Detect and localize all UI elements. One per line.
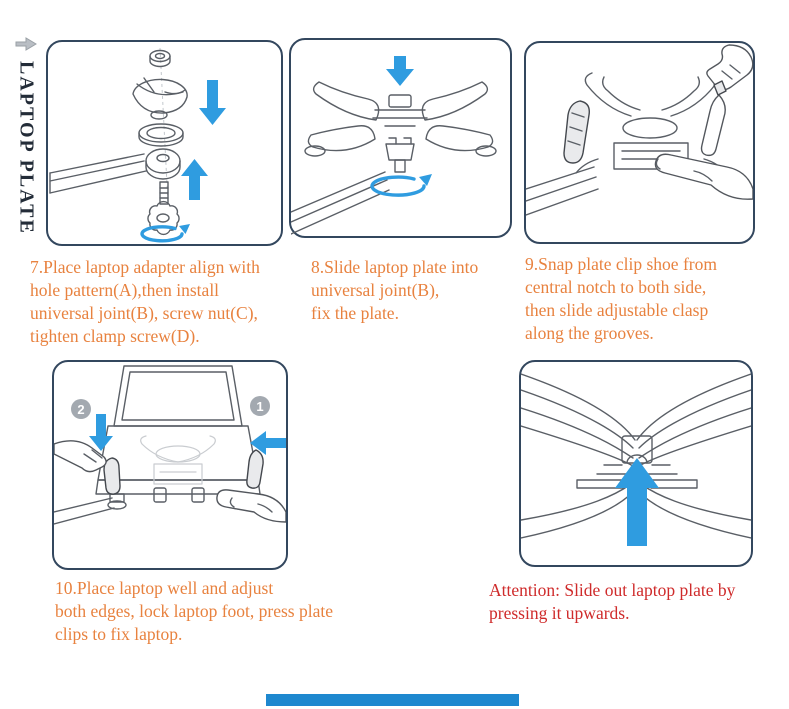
step10-line: both edges, lock laptop foot, press plate xyxy=(55,601,333,621)
badge-2 xyxy=(71,399,91,419)
step9-line: along the grooves. xyxy=(525,323,654,343)
plate-ghost xyxy=(141,436,216,484)
right-arrow-icon xyxy=(14,36,38,52)
step9-panel xyxy=(524,41,755,244)
step10-illustration xyxy=(54,362,286,568)
attention-illustration xyxy=(521,362,751,565)
washer-ring xyxy=(139,124,183,146)
step8-line: universal joint(B), xyxy=(311,280,440,300)
step8-line: fix the plate. xyxy=(311,303,399,323)
clip-lever-right xyxy=(247,450,263,488)
clip-shoe-right xyxy=(702,95,726,155)
attention-text xyxy=(489,579,789,625)
badge-1 xyxy=(250,396,270,416)
step9-line: central notch to both side, xyxy=(525,277,707,297)
step9-text xyxy=(525,253,773,345)
step9-line: then slide adjustable clasp xyxy=(525,300,709,320)
section-heading-label: LAPTOP PLATE xyxy=(15,61,38,235)
arrow-down-icon xyxy=(386,56,414,86)
section-heading xyxy=(8,36,44,256)
step7-illustration xyxy=(48,42,281,244)
rotate-arrowhead-icon xyxy=(179,224,190,234)
attention-line: pressing it upwards. xyxy=(489,603,630,623)
laptop-screen xyxy=(114,366,242,426)
step8-text xyxy=(311,256,531,325)
laptop-plate xyxy=(576,73,726,173)
hand-right xyxy=(217,490,286,522)
rotate-icon xyxy=(372,177,424,195)
step8-panel xyxy=(289,38,512,238)
mount-arm xyxy=(54,498,114,524)
axis-line xyxy=(160,48,168,204)
step7-line: hole pattern(A),then install xyxy=(30,280,220,300)
hand-bottom xyxy=(655,154,753,199)
laptop-plate xyxy=(305,82,496,156)
step7-text xyxy=(30,256,322,348)
step7-line: universal joint(B), screw nut(C), xyxy=(30,303,258,323)
step8-line: 8.Slide laptop plate into xyxy=(311,257,479,277)
step10-line: 10.Place laptop well and adjust xyxy=(55,578,274,598)
badge-2-number: 2 xyxy=(77,402,85,417)
arrow-up-icon xyxy=(181,159,208,200)
arrow-down-icon xyxy=(89,414,113,451)
laptop-adapter xyxy=(133,78,187,119)
step10-text xyxy=(55,577,405,646)
clip-shoe-left xyxy=(564,101,589,163)
mount-arm xyxy=(526,167,598,215)
arrow-down-icon xyxy=(199,80,226,125)
step7-panel xyxy=(46,40,283,246)
step8-illustration xyxy=(291,40,510,236)
step9-line: 9.Snap plate clip shoe from xyxy=(525,254,717,274)
attention-panel xyxy=(519,360,753,567)
footer-bar xyxy=(266,694,519,706)
attention-line: Attention: Slide out laptop plate by xyxy=(489,580,736,600)
universal-joint xyxy=(386,138,414,172)
rotate-arrowhead-icon xyxy=(419,174,432,186)
step10-line: clips to fix laptop. xyxy=(55,624,183,644)
step7-line: 7.Place laptop adapter align with xyxy=(30,257,260,277)
badge-1-number: 1 xyxy=(256,399,264,414)
screw-nut xyxy=(150,51,170,67)
step10-panel xyxy=(52,360,288,570)
step9-illustration xyxy=(526,43,753,242)
step7-line: tighten clamp screw(D). xyxy=(30,326,200,346)
